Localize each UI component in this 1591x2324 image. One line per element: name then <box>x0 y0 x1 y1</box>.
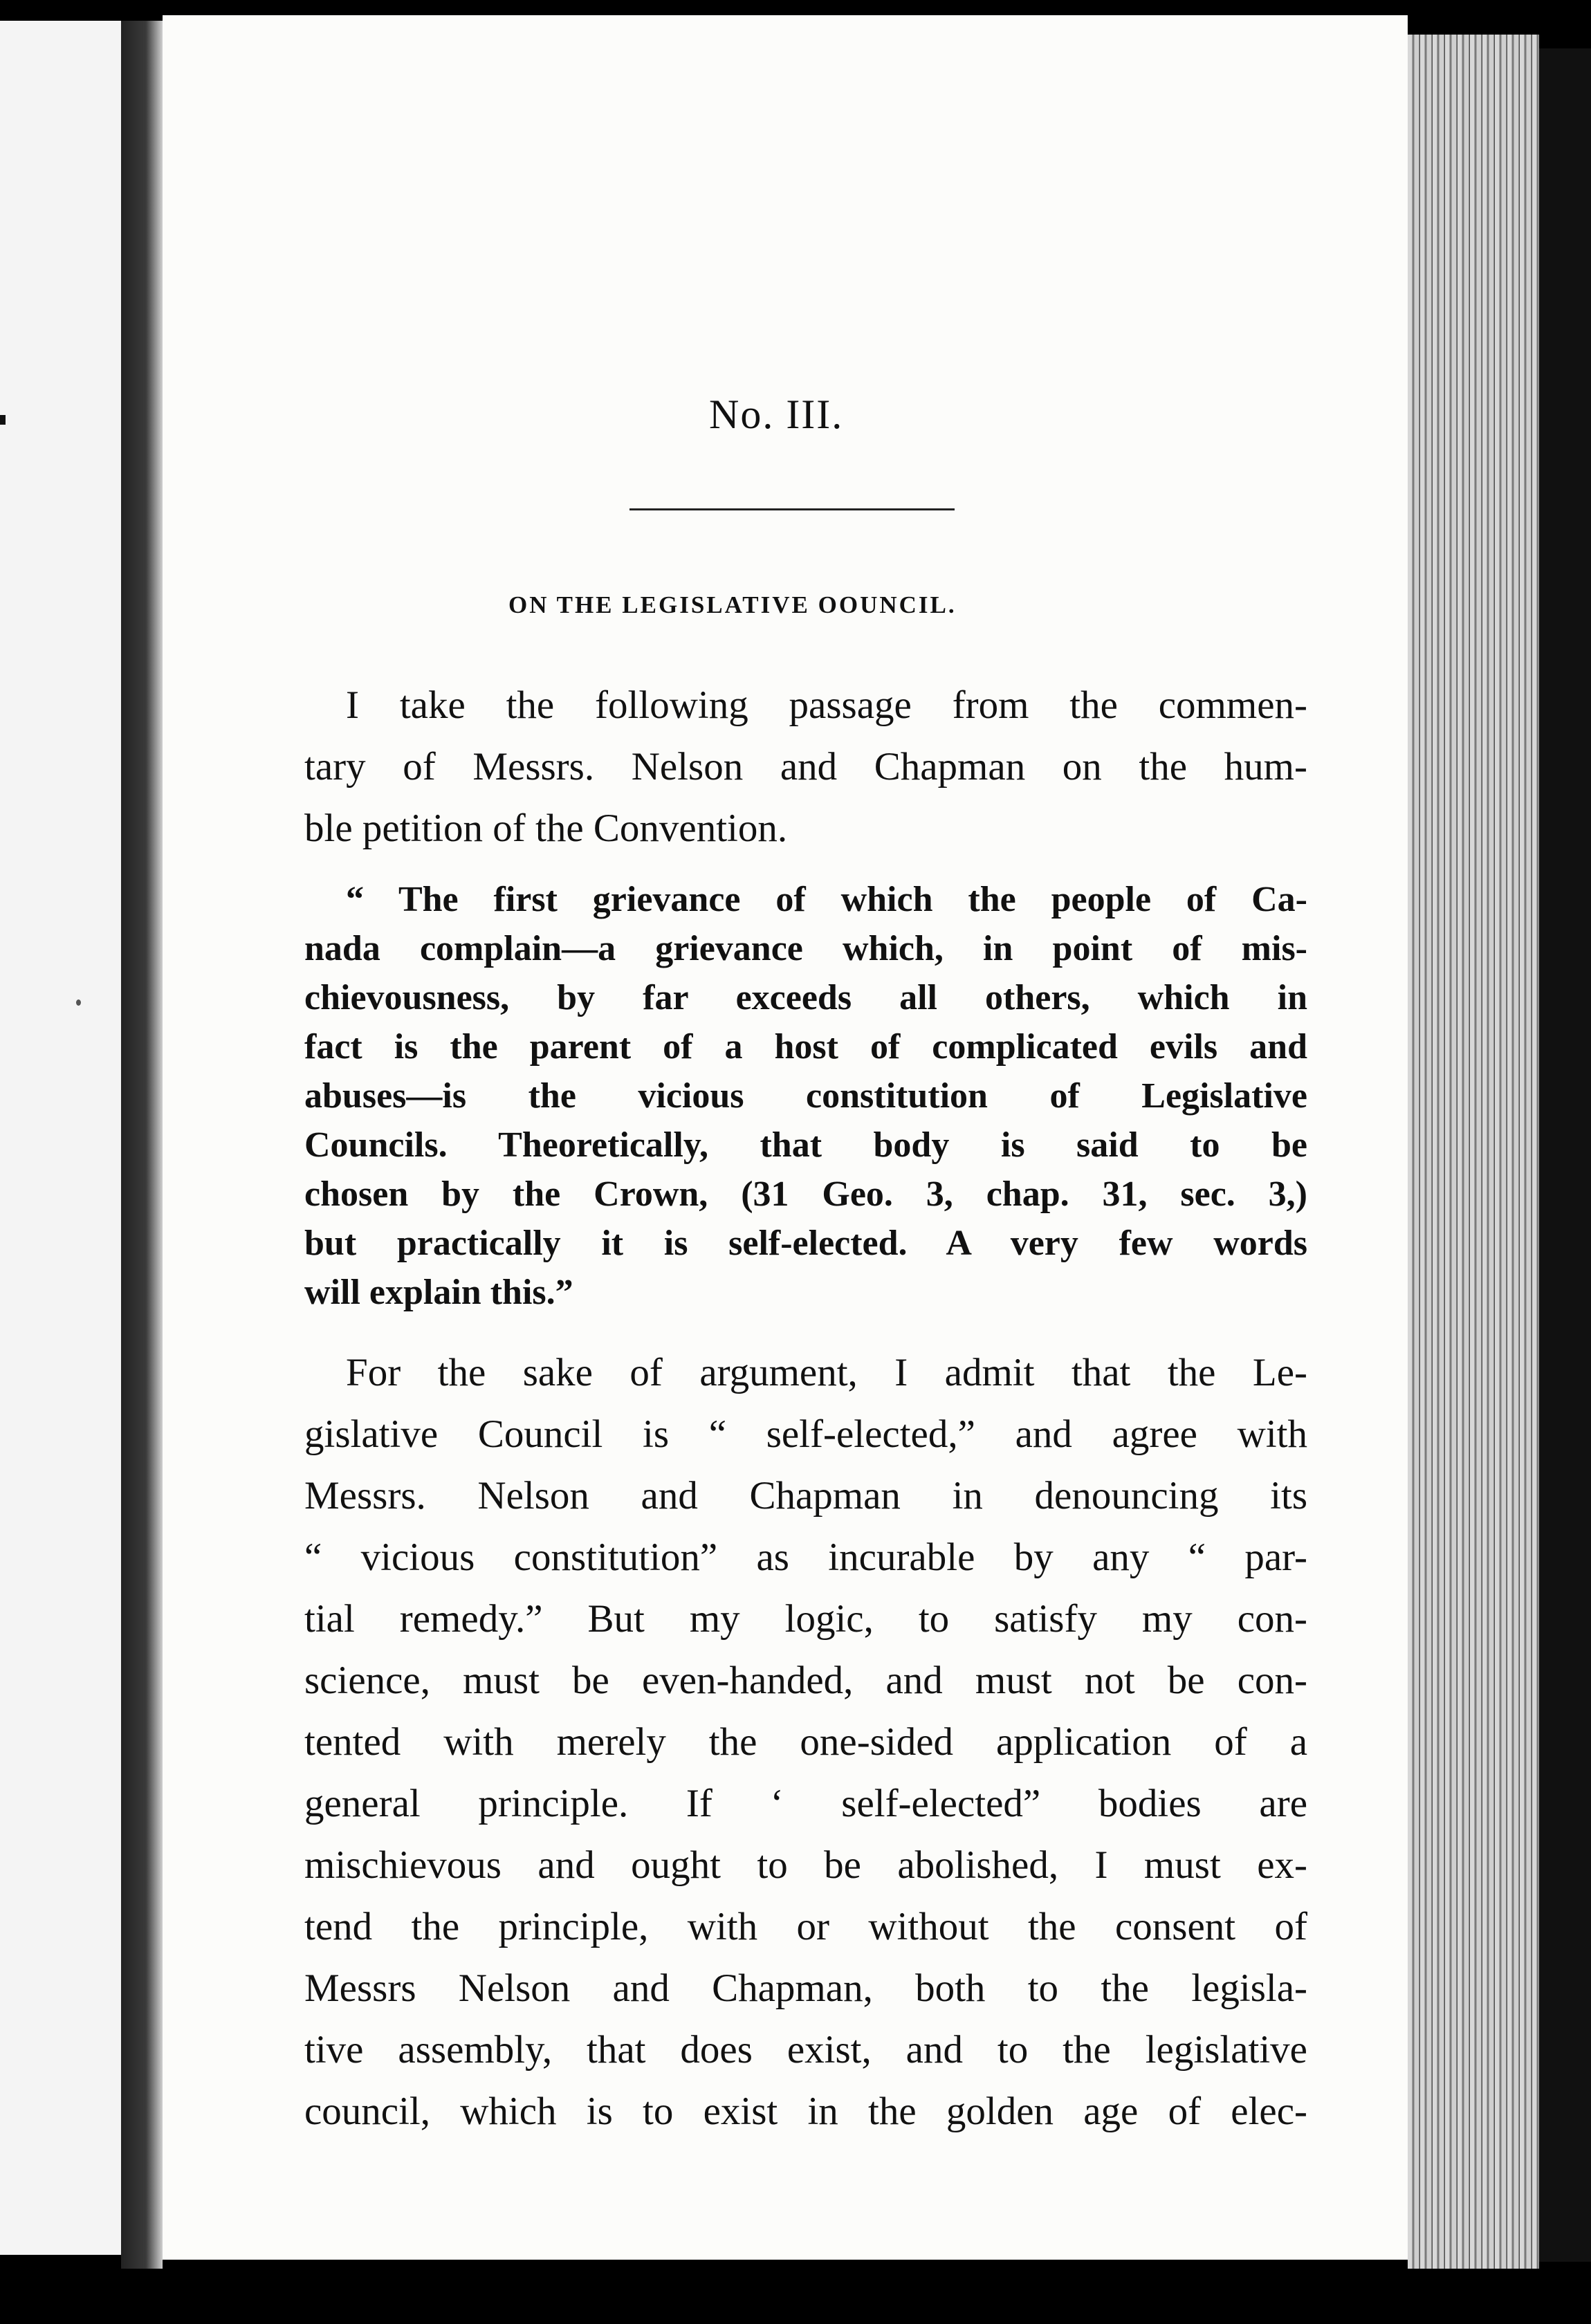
section-heading: ON THE LEGISLATIVE OOUNCIL. <box>508 591 957 618</box>
book-gutter <box>121 21 163 2269</box>
previous-page-edge <box>0 21 125 2255</box>
title-divider-rule <box>629 508 955 510</box>
text-line: council, which is to exist in the golden age of elec- <box>304 2090 1307 2133</box>
text-line: Messrs Nelson and Chapman, both to the legisla- <box>304 1966 1307 2010</box>
text-line: general principle. If ‘ self-elected” bodies are <box>304 1782 1307 1825</box>
intro-paragraph <box>304 674 1307 859</box>
text-line: For the sake of argument, I admit that the Le- <box>346 1351 1307 1394</box>
quote-line: chievousness, by far exceeds all others, which in <box>304 978 1307 1017</box>
text-line: “ vicious constitution” as incurable by any “ par- <box>304 1536 1307 1579</box>
quote-line: chosen by the Crown, (31 Geo. 3, chap. 31, sec. 3,) <box>304 1174 1307 1214</box>
main-paragraph <box>304 1342 1307 2142</box>
text-line: tary of Messrs. Nelson and Chapman on the hum- <box>304 745 1307 788</box>
scan-artifact <box>76 999 81 1006</box>
page-stack-edges <box>1408 35 1539 2269</box>
quote-line: abuses—is the vicious constitution of Legislative <box>304 1076 1307 1116</box>
quote-line: fact is the parent of a host of complicated evils and <box>304 1027 1307 1067</box>
quoted-passage <box>304 875 1307 1317</box>
quote-line: “ The first grievance of which the people of Ca- <box>346 880 1307 919</box>
text-line: tented with merely the one-sided application of a <box>304 1720 1307 1764</box>
text-line: tial remedy.” But my logic, to satisfy my con- <box>304 1597 1307 1641</box>
text-line: tive assembly, that does exist, and to the legislative <box>304 2028 1307 2072</box>
text-line: Messrs. Nelson and Chapman in denouncing its <box>304 1474 1307 1518</box>
text-line: mischievous and ought to be abolished, I must ex- <box>304 1843 1307 1887</box>
text-line: science, must be even-handed, and must not be con- <box>304 1659 1307 1702</box>
text-line: tend the principle, with or without the consent of <box>304 1905 1307 1948</box>
quote-line: nada complain—a grievance which, in point of mis- <box>304 929 1307 968</box>
page-title: No. III. <box>709 391 844 437</box>
text-line: I take the following passage from the commen- <box>346 683 1307 727</box>
text-line: ble petition of the Convention. <box>304 806 788 850</box>
quote-line: but practically it is self-elected. A very few words <box>304 1224 1307 1263</box>
quote-line: will explain this.” <box>304 1273 573 1312</box>
text-line: gislative Council is “ self-elected,” and agree with <box>304 1412 1307 1456</box>
book-cover-edge <box>1539 48 1591 2262</box>
quote-line: Councils. Theoretically, that body is said to be <box>304 1125 1307 1165</box>
scan-artifact <box>0 415 6 425</box>
